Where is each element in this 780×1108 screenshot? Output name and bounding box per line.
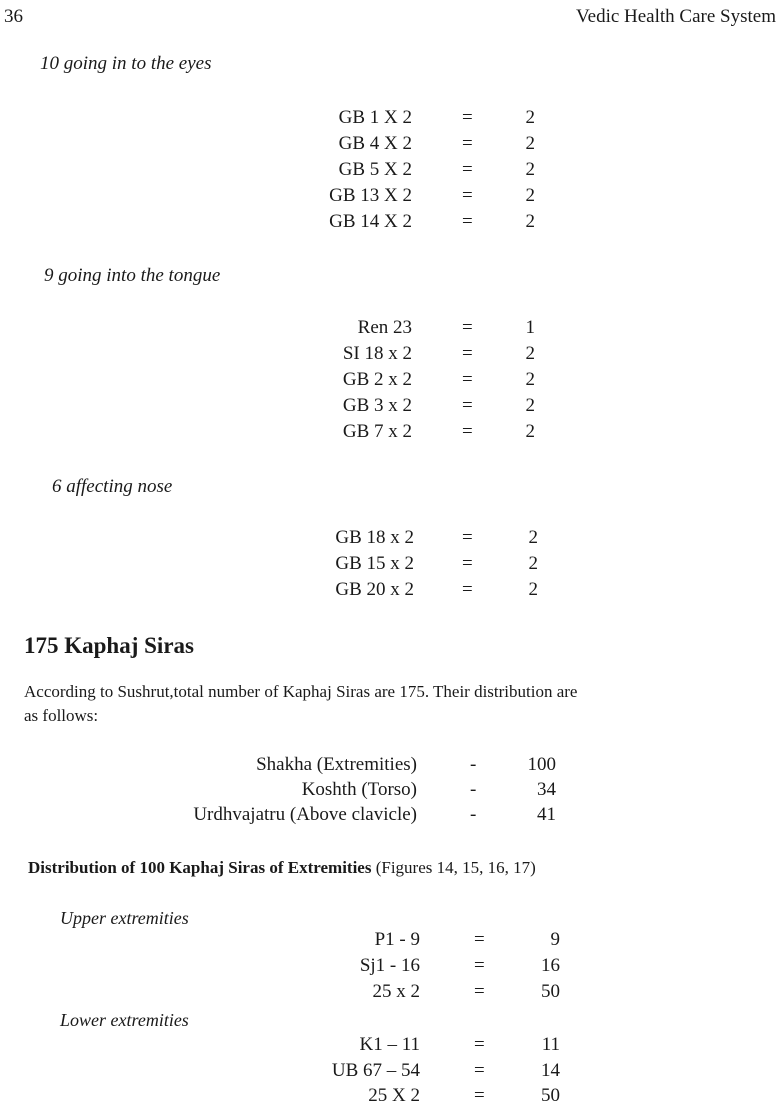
row-operator: = [462,133,473,154]
upper-title: Upper extremities [60,908,189,928]
table-row [0,342,780,366]
row-operator: = [474,955,485,976]
table-row [0,158,780,182]
row-label: GB 15 x 2 [335,553,414,574]
table-row [0,394,780,418]
row-label: GB 3 x 2 [342,395,412,416]
paragraph-line: as follows: [24,706,99,725]
row-label: GB 4 X 2 [338,133,412,154]
row-value: 2 [528,527,538,548]
table-row [0,132,780,156]
row-operator: - [470,779,477,800]
table-row [0,1059,780,1083]
row-label: Shakha (Extremities) [256,754,417,775]
row-value: 2 [525,107,535,128]
row-label: GB 2 x 2 [342,369,412,390]
row-label: GB 18 x 2 [335,527,414,548]
row-value: 16 [541,955,560,976]
row-operator: = [462,395,473,416]
row-label: Urdhvajatru (Above clavicle) [193,804,417,825]
table-row [0,184,780,208]
row-value: 2 [525,395,535,416]
row-value: 2 [525,185,535,206]
row-label: GB 14 X 2 [329,211,412,232]
paragraph-line: According to Sushrut,total number of Kaphaj Siras are 175. Their distribution are [24,682,578,701]
row-value: 34 [537,779,556,800]
row-label: K1 – 11 [359,1034,420,1055]
table-row [0,753,780,777]
row-operator: = [462,317,473,338]
row-operator: = [462,211,473,232]
row-operator: - [470,754,477,775]
table-row [0,210,780,234]
row-operator: = [462,107,473,128]
row-label: 25 x 2 [372,981,420,1002]
row-operator: = [462,527,473,548]
running-title: Vedic Health Care System [576,6,776,27]
row-value: 2 [525,159,535,180]
figure-reference: (Figures 14, 15, 16, 17) [375,858,536,877]
table-row [0,316,780,340]
table-row [0,552,780,576]
table-row [0,1033,780,1057]
row-label: GB 7 x 2 [342,421,412,442]
row-operator: = [462,159,473,180]
row-operator: = [462,343,473,364]
row-value: 41 [537,804,556,825]
row-operator: = [474,1034,485,1055]
row-value: 1 [525,317,535,338]
row-value: 9 [550,929,560,950]
distribution-heading [28,858,536,878]
row-value: 2 [525,421,535,442]
page-number: 36 [4,6,23,27]
table-row [0,778,780,802]
row-label: P1 - 9 [374,929,420,950]
section-heading: 175 Kaphaj Siras [24,633,194,658]
table-row [0,954,780,978]
row-value: 2 [525,211,535,232]
lower-title: Lower extremities [60,1010,189,1030]
row-label: GB 1 X 2 [338,107,412,128]
row-value: 2 [528,553,538,574]
row-label: GB 20 x 2 [335,579,414,600]
row-label: GB 5 X 2 [338,159,412,180]
row-operator: = [474,929,485,950]
row-label: SI 18 x 2 [342,343,412,364]
row-operator: = [462,421,473,442]
row-value: 2 [525,343,535,364]
row-label: Sj1 - 16 [359,955,420,976]
row-value: 14 [541,1059,560,1081]
table-row [0,1084,780,1108]
row-operator: = [474,981,485,1002]
row-value: 11 [541,1034,560,1055]
row-value: 2 [528,579,538,600]
row-value: 50 [541,1085,560,1106]
table-row [0,578,780,602]
row-operator: = [462,185,473,206]
nose-title: 6 affecting nose [52,476,173,497]
row-label: 25 X 2 [368,1085,420,1106]
row-value: 2 [525,369,535,390]
row-label: Koshth (Torso) [301,779,417,800]
table-row [0,420,780,444]
table-row [0,980,780,1004]
row-operator: = [462,369,473,390]
table-row [0,368,780,392]
row-value: 2 [525,133,535,154]
table-row [0,106,780,130]
tongue-title: 9 going into the tongue [44,265,221,286]
table-row [0,803,780,827]
row-operator: = [474,1059,485,1081]
row-value: 100 [527,754,556,775]
distribution-heading-bold: Distribution of 100 Kaphaj Siras of Extremities [28,858,372,877]
row-operator: = [462,553,473,574]
row-operator: - [470,804,477,825]
table-row [0,526,780,550]
row-label: Ren 23 [357,317,412,338]
eyes-title: 10 going in to the eyes [40,53,212,74]
row-label: GB 13 X 2 [329,185,412,206]
table-row [0,928,780,952]
row-value: 50 [541,981,560,1002]
row-label: UB 67 – 54 [331,1059,420,1081]
row-operator: = [462,579,473,600]
row-operator: = [474,1085,485,1106]
